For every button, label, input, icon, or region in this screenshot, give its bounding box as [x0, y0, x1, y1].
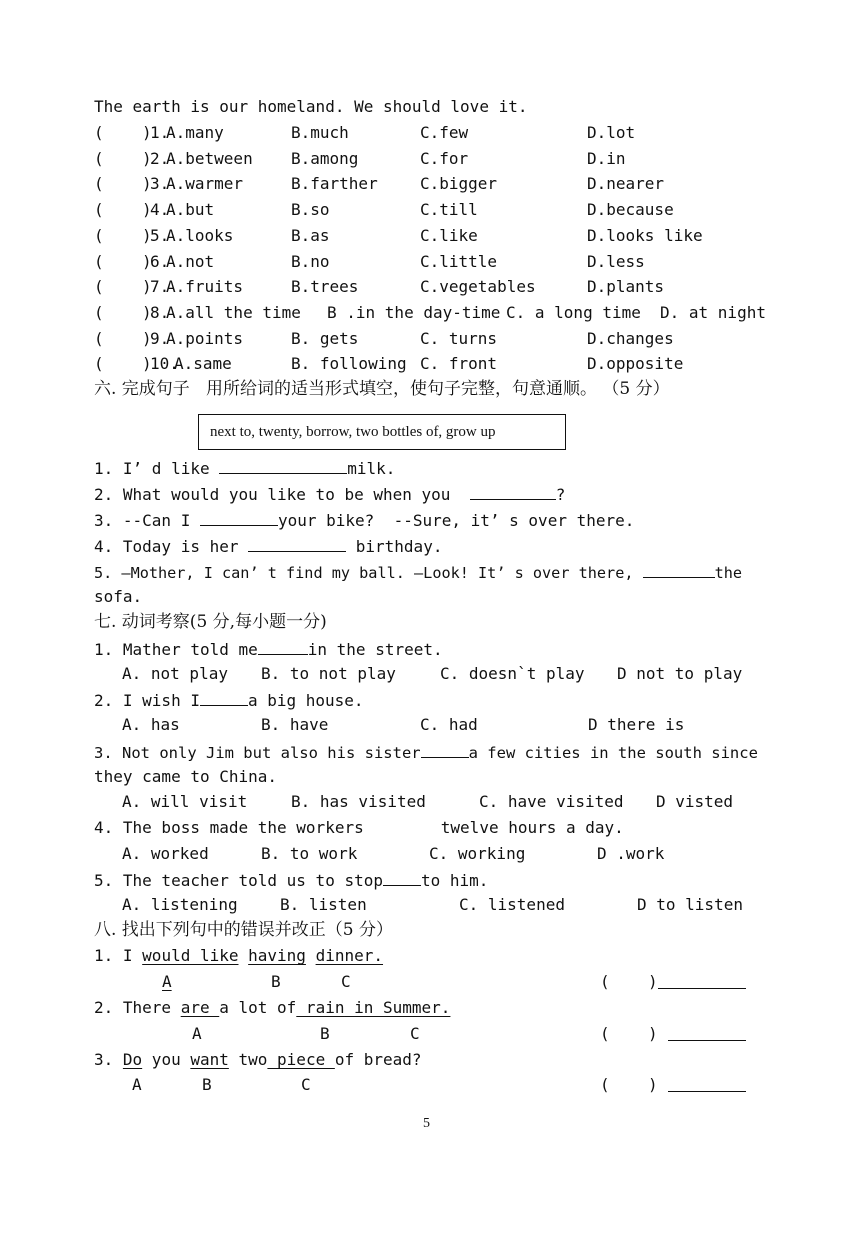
s6-item-2-before: 2. What would you like to be when you [94, 485, 470, 504]
answer-bracket-close: ) [142, 302, 152, 322]
section6-heading: 六. 完成句子 用所给词的适当形式填空，使句子完整，句意通顺。 （5 分） [94, 379, 670, 399]
s6-item-1-blank[interactable] [219, 457, 347, 474]
answer-bracket-open: ( [94, 302, 104, 322]
cloze-option-d[interactable]: D.in [587, 148, 626, 168]
s6-item-1-before: 1. I’ d like [94, 459, 220, 478]
s7-q2-after: a big house. [247, 691, 364, 710]
s8-q2-letter-b: B [320, 1024, 330, 1043]
cloze-number: 3. [150, 174, 170, 194]
cloze-option-c[interactable]: C.little [420, 251, 498, 271]
cloze-option-b[interactable]: B.as [291, 225, 330, 245]
s6-item-3-before: 3. --Can I [94, 511, 200, 530]
s7-q3-option-b[interactable]: B. has visited [291, 792, 426, 811]
s6-item-3 [94, 509, 634, 531]
s8-q3-part-b: want [190, 1050, 229, 1069]
s6-item-3-after: your bike? --Sure, it’ s over there. [277, 511, 635, 530]
s8-q2-bracket-open: ( [600, 1024, 610, 1043]
s8-q1-part-c: dinner. [315, 946, 384, 965]
answer-bracket-open: ( [94, 354, 104, 374]
cloze-option-b[interactable]: B.trees [291, 277, 359, 297]
cloze-option-a[interactable]: A.all the time [166, 302, 301, 322]
s8-q3-letter-a: A [132, 1075, 142, 1094]
s6-item-4-blank[interactable] [248, 535, 346, 552]
cloze-option-d[interactable]: D.changes [587, 328, 674, 348]
cloze-option-d[interactable]: D.opposite [587, 354, 684, 374]
s8-q1-letter-c: C [341, 972, 351, 991]
s6-item-1 [94, 457, 395, 479]
s7-q5-after: to him. [420, 871, 489, 890]
s7-q3-option-d[interactable]: D visted [656, 792, 734, 811]
s6-item-4 [94, 535, 442, 557]
answer-bracket-close: ) [142, 277, 152, 297]
section8-heading: 八. 找出下列句中的错误并改正（5 分） [94, 920, 394, 940]
s7-q2 [94, 689, 364, 711]
answer-bracket-open: ( [94, 251, 104, 271]
s7-q1-blank[interactable] [258, 638, 308, 655]
s8-q3-part-c: piece [267, 1050, 335, 1069]
cloze-option-d[interactable]: D. at night [660, 302, 766, 322]
s8-q1-bracket-open: ( [600, 972, 610, 991]
s8-q3-end: of bread? [334, 1050, 422, 1069]
cloze-option-c[interactable]: C.vegetables [420, 277, 536, 297]
s8-q2-bracket-close: ) [648, 1024, 658, 1043]
cloze-option-c[interactable]: C. turns [420, 328, 498, 348]
s7-q5-option-a[interactable]: A. listening [122, 895, 238, 914]
answer-bracket-close: ) [142, 251, 152, 271]
s6-item-5-blank[interactable] [643, 561, 715, 578]
cloze-option-d[interactable]: D.looks like [587, 225, 703, 245]
s8-q3-bracket-open: ( [600, 1075, 610, 1094]
cloze-option-d[interactable]: D.less [587, 251, 645, 271]
s7-q1-after: in the street. [307, 640, 443, 659]
s7-q2-option-b[interactable]: B. have [261, 715, 329, 734]
cloze-number: 8. [150, 302, 170, 322]
s8-q1-num: 1. I [94, 946, 143, 965]
cloze-option-b[interactable]: B.no [291, 251, 330, 271]
cloze-option-c[interactable]: C.till [420, 200, 478, 220]
s8-q3-bracket-close: ) [648, 1075, 658, 1094]
answer-bracket-open: ( [94, 148, 104, 168]
s8-q2-mid: a lot of [219, 998, 297, 1017]
s8-q3-letters [0, 1075, 658, 1235]
s7-q4-option-c[interactable]: C. working [429, 844, 526, 863]
cloze-option-a[interactable]: A.looks [166, 225, 234, 245]
answer-bracket-close: ) [142, 174, 152, 194]
answer-bracket-open: ( [94, 200, 104, 220]
s7-q1-before: 1. Mather told me [94, 640, 258, 659]
cloze-number: 6. [150, 251, 170, 271]
s7-q4: 4. The boss made the workers twelve hours a day. [94, 818, 624, 837]
s8-q1-part-b: having [248, 946, 306, 965]
s8-q2-part-b: rain [296, 998, 345, 1017]
cloze-option-b[interactable]: B. following [291, 354, 407, 374]
answer-bracket-close: ) [142, 200, 152, 220]
s8-q2-letter-a: A [192, 1024, 202, 1043]
cloze-number: 4. [150, 200, 170, 220]
s8-q2-num: 2. There [94, 998, 181, 1017]
cloze-option-c[interactable]: C.bigger [420, 174, 498, 194]
s8-q3-mid-1: you [142, 1050, 191, 1069]
cloze-option-d[interactable]: D.nearer [587, 174, 665, 194]
cloze-number: 5. [150, 225, 170, 245]
s8-q1-letter-b: B [271, 972, 281, 991]
cloze-option-a[interactable]: A.same [174, 354, 232, 374]
cloze-option-b[interactable]: B.among [291, 148, 359, 168]
answer-bracket-close: ) [142, 328, 152, 348]
cloze-option-a[interactable]: A.points [166, 328, 244, 348]
s6-item-4-after: birthday. [346, 537, 443, 556]
s7-q2-blank[interactable] [200, 689, 248, 706]
s8-q2 [94, 998, 450, 1018]
cloze-number: 7. [150, 277, 170, 297]
s8-q1-letter-a: A [162, 972, 172, 991]
word-box: next to, twenty, borrow, two bottles of, grow up [198, 414, 566, 450]
cloze-option-c[interactable]: C. front [420, 354, 498, 374]
s8-q1 [94, 946, 383, 966]
cloze-option-a[interactable]: A.but [166, 200, 215, 220]
s6-item-5-cont: sofa. [94, 587, 143, 606]
cloze-option-d[interactable]: D.because [587, 200, 674, 220]
s7-q5-option-c[interactable]: C. listened [459, 895, 565, 914]
cloze-number: 2. [150, 148, 170, 168]
s7-q5 [94, 869, 488, 891]
cloze-number: 9. [150, 328, 170, 348]
s8-q3-part-a: Do [122, 1050, 143, 1069]
s6-item-5-before: 5. –Mother, I can’ t find my ball. –Look! It’ s over there, [94, 564, 643, 582]
answer-bracket-close: ) [142, 225, 152, 245]
s6-item-3-blank[interactable] [200, 509, 278, 526]
cloze-option-b[interactable]: B.so [291, 200, 330, 220]
s7-q5-before: 5. The teacher told us to stop [94, 871, 383, 890]
s6-item-2-after: ? [555, 485, 566, 504]
answer-bracket-open: ( [94, 277, 104, 297]
cloze-option-b[interactable]: B. gets [291, 328, 359, 348]
answer-bracket-close: ) [142, 148, 152, 168]
passage-end-line: The earth is our homeland. We should love it. [94, 97, 528, 116]
s8-q2-part-c: in Summer. [344, 998, 451, 1017]
s8-q3-letter-c: C [301, 1075, 311, 1094]
s8-q1-part-a: would like [142, 946, 239, 965]
s8-q3-answer-blank[interactable] [668, 1075, 746, 1092]
answer-bracket-close: ) [142, 354, 152, 374]
s7-q2-option-c[interactable]: C. had [420, 715, 478, 734]
s8-q3-num: 3. [94, 1050, 123, 1069]
s7-q3-option-a[interactable]: A. will visit [122, 792, 248, 811]
page-number: 5 [423, 1116, 430, 1131]
cloze-option-a[interactable]: A.not [166, 251, 215, 271]
answer-bracket-open: ( [94, 123, 104, 142]
s7-q4-option-b[interactable]: B. to work [261, 844, 358, 863]
cloze-option-b-long[interactable]: B .in the day-time [327, 302, 501, 322]
answer-bracket-open: ( [94, 174, 104, 194]
s8-q2-letter-c: C [410, 1024, 420, 1043]
s8-q2-part-a: are [180, 998, 220, 1017]
cloze-option-d[interactable]: D.plants [587, 277, 665, 297]
s7-q3-option-c[interactable]: C. have visited [479, 792, 624, 811]
s6-item-5 [94, 561, 742, 583]
s7-q4-option-d[interactable]: D .work [597, 844, 665, 863]
s7-q2-option-d[interactable]: D there is [588, 715, 685, 734]
s8-q3 [94, 1050, 422, 1070]
s7-q1-option-c[interactable]: C. doesn`t play [440, 664, 585, 683]
s7-q3-after: a few cities in the south since [468, 744, 758, 762]
s7-q5-blank[interactable] [383, 869, 421, 886]
cloze-number: 10. [150, 354, 179, 374]
s6-item-2-blank[interactable] [470, 483, 556, 500]
answer-bracket-open: ( [94, 328, 104, 348]
answer-bracket-close: ) [142, 123, 152, 142]
s7-q3-before: 3. Not only Jim but also his sister [94, 744, 421, 762]
s8-q1-bracket-close: ) [648, 972, 658, 991]
s8-q3-letter-b: B [202, 1075, 212, 1094]
s7-q1-option-a[interactable]: A. not play [122, 664, 228, 683]
s8-q3-mid-2: two [228, 1050, 268, 1069]
s7-q2-option-a[interactable]: A. has [122, 715, 180, 734]
s7-q3-cont: they came to China. [94, 767, 278, 786]
s7-q1-option-d[interactable]: D not to play [617, 664, 743, 683]
cloze-option-a[interactable]: A.many [166, 123, 224, 142]
cloze-option-b[interactable]: B.farther [291, 174, 378, 194]
cloze-option-c[interactable]: C.few [420, 123, 469, 142]
cloze-option-c[interactable]: C. a long time [506, 302, 641, 322]
s8-q2-answer-blank[interactable] [668, 1024, 746, 1041]
s7-q2-before: 2. I wish I [94, 691, 200, 710]
s7-q3 [94, 741, 758, 763]
cloze-option-c[interactable]: C.for [420, 148, 469, 168]
cloze-option-a[interactable]: A.between [166, 148, 253, 168]
cloze-number: 1. [150, 123, 170, 142]
s7-q1-option-b[interactable]: B. to not play [261, 664, 396, 683]
s7-q1 [94, 638, 443, 660]
s6-item-5-after: the [714, 564, 743, 582]
s7-q5-option-d[interactable]: D to listen [637, 895, 743, 914]
cloze-option-a[interactable]: A.fruits [166, 277, 244, 297]
cloze-option-d[interactable]: D.lot [587, 123, 636, 142]
cloze-option-c[interactable]: C.like [420, 225, 478, 245]
s6-item-4-before: 4. Today is her [94, 537, 249, 556]
cloze-option-a[interactable]: A.warmer [166, 174, 244, 194]
s7-q5-option-b[interactable]: B. listen [280, 895, 367, 914]
cloze-option-b[interactable]: B.much [291, 123, 349, 142]
s7-q4-option-a[interactable]: A. worked [122, 844, 209, 863]
answer-bracket-open: ( [94, 225, 104, 245]
section7-heading: 七. 动词考察(5 分,每小题一分) [94, 612, 327, 632]
s7-q3-blank[interactable] [421, 741, 469, 758]
s8-q1-answer-blank[interactable] [658, 972, 746, 989]
s6-item-2 [94, 483, 565, 505]
s6-item-1-after: milk. [347, 459, 396, 478]
